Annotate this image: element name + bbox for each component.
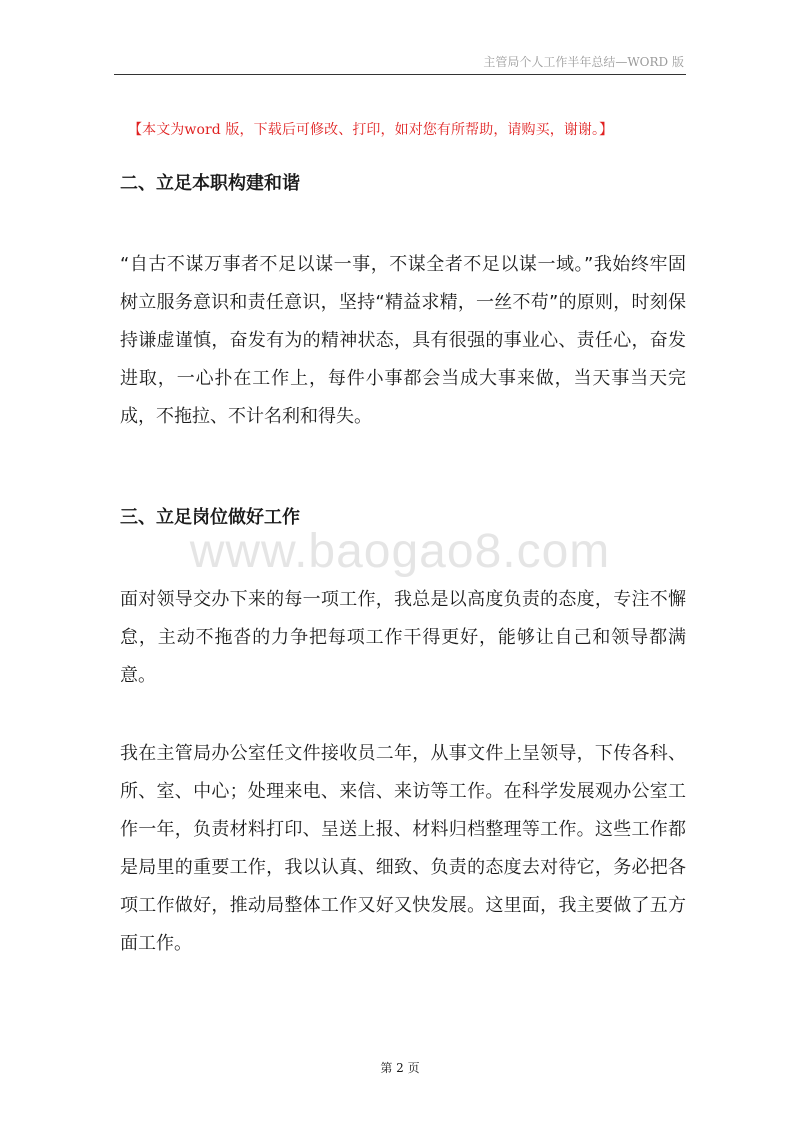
section-heading-2: 二、立足本职构建和谐 bbox=[120, 173, 300, 194]
page-number: 第 2 页 bbox=[380, 1061, 420, 1075]
header-divider bbox=[114, 74, 686, 75]
paragraph-responsibility: “自古不谋万事者不足以谋一事，不谋全者不足以谋一域。”我始终牢固树立服务意识和责任意识，坚持“精益求精，一丝不苟”的原则，时刻保持谦虚谨慎，奋发有为的精神状态，具有很强的事业心、责任心，奋发进取，一心扑在工作上，每件小事都会当成大事来做，当天事当天完成，不拖拉、不计名利和得失。 bbox=[120, 254, 686, 427]
document-header-title: 主管局个人工作半年总结—WORD 版 bbox=[483, 55, 684, 69]
paragraph-attitude: 面对领导交办下来的每一项工作，我总是以高度负责的态度，专注不懈怠，主动不拖沓的力争把每项工作干得更好，能够让自己和领导都满意。 bbox=[120, 589, 686, 686]
paragraph-duties: 我在主管局办公室任文件接收员二年，从事文件上呈领导，下传各科、所、室、中心；处理来电、来信、来访等工作。在科学发展观办公室工作一年，负责材料打印、呈送上报、材料归档整理等工作。这些工作都是局里的重要工作，我以认真、细致、负责的态度去对待它，务必把各项工作做好，推动局整体工作又好又快发展。这里面，我主要做了五方面工作。 bbox=[120, 743, 686, 954]
watermark-text: www.baogao8.com bbox=[189, 525, 611, 578]
section-heading-3: 三、立足岗位做好工作 bbox=[120, 507, 300, 528]
purchase-notice: 【本文为word 版，下载后可修改、打印，如对您有所帮助，请购买，谢谢。】 bbox=[128, 122, 614, 138]
